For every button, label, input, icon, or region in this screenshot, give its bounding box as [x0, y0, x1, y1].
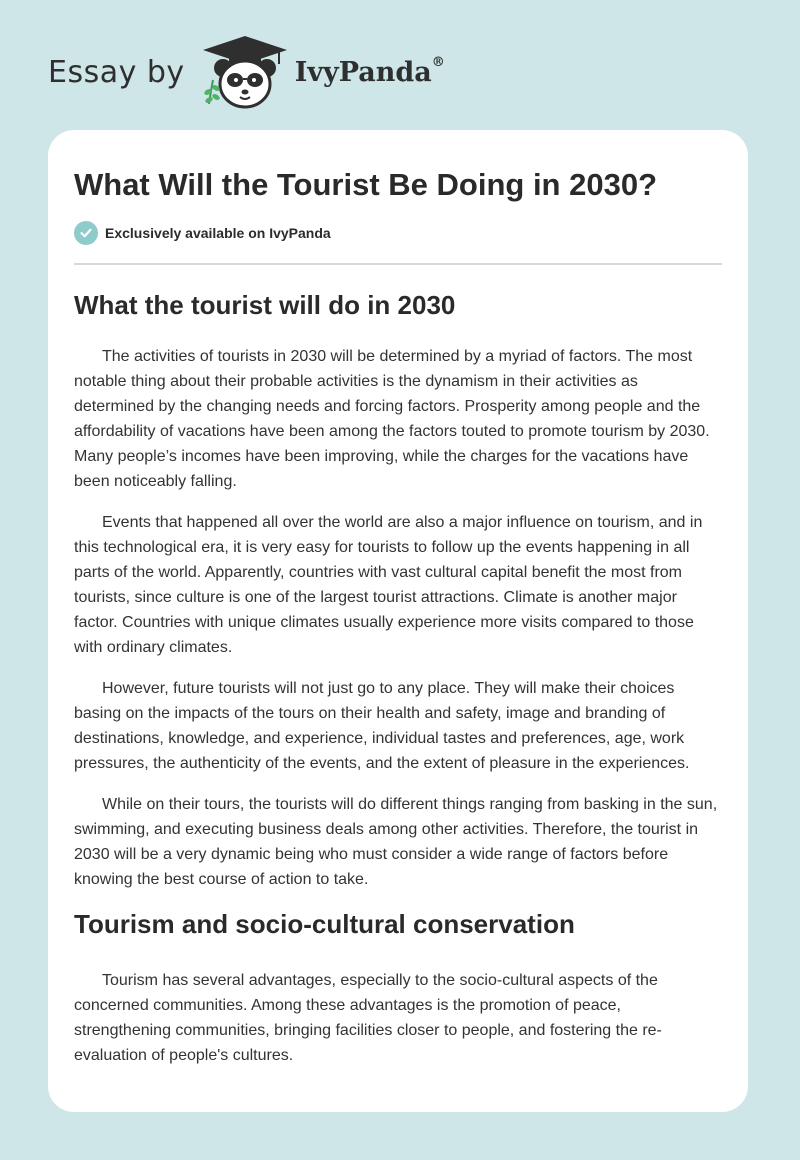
section-body	[74, 968, 722, 1068]
brand-name: IvyPanda®	[294, 54, 445, 88]
paragraph: Events that happened all over the world are also a major influence on tourism, and in this technological era, it is very easy for tourists to follow up the events happening in all parts of the world. Apparently, countries with vast cultural capital benefit the most from tourists, since culture is one of the largest tourist attractions. Climate is another major factor. Countries with unique climates usually experience more visits compared to those with ordinary climates.	[74, 514, 703, 656]
panda-logo-icon	[199, 34, 291, 110]
divider	[74, 263, 722, 265]
section-heading: What the tourist will do in 2030	[74, 290, 456, 320]
badge-text: Exclusively available on IvyPanda	[105, 225, 331, 241]
section-heading: Tourism and socio-cultural conservation	[74, 909, 575, 939]
availability-badge	[74, 220, 722, 246]
paragraph: Tourism has several advantages, especially to the socio-cultural aspects of the concerned communities. Among these advantages is the promotion of peace, strengthening communities, bringing facilities closer to people, and fostering the re-evaluation of people's cultures.	[74, 972, 662, 1064]
brand-prefix: Essay by	[48, 54, 185, 90]
page-title: What Will the Tourist Be Doing in 2030?	[74, 167, 658, 202]
site-brand[interactable]	[48, 34, 445, 110]
paragraph: However, future tourists will not just go to any place. They will make their choices basing on the impacts of the tours on their health and safety, image and branding of destinations, knowledge, and experience, individual tastes and preferences, age, work pressures, the authenticity of the events, and the extent of pleasure in the experiences.	[74, 680, 690, 772]
essay-card	[48, 130, 748, 1112]
check-badge-icon	[74, 221, 98, 245]
paragraph: The activities of tourists in 2030 will be determined by a myriad of factors. The most notable thing about their probable activities is the dynamism in their activities as determined by the changing needs and forcing factors. Prosperity among people and the affordability of vacations have been among the factors touted to promote tourism by 2030. Many people’s incomes have been improving, while the charges for the vacations have been noticeably falling.	[74, 348, 710, 490]
paragraph: While on their tours, the tourists will do different things ranging from basking in the sun, swimming, and executing business deals among other activities. Therefore, the tourist in 2030 will be a very dynamic being who must consider a wide range of factors before knowing the best course of action to take.	[74, 796, 718, 888]
section-body	[74, 344, 722, 892]
